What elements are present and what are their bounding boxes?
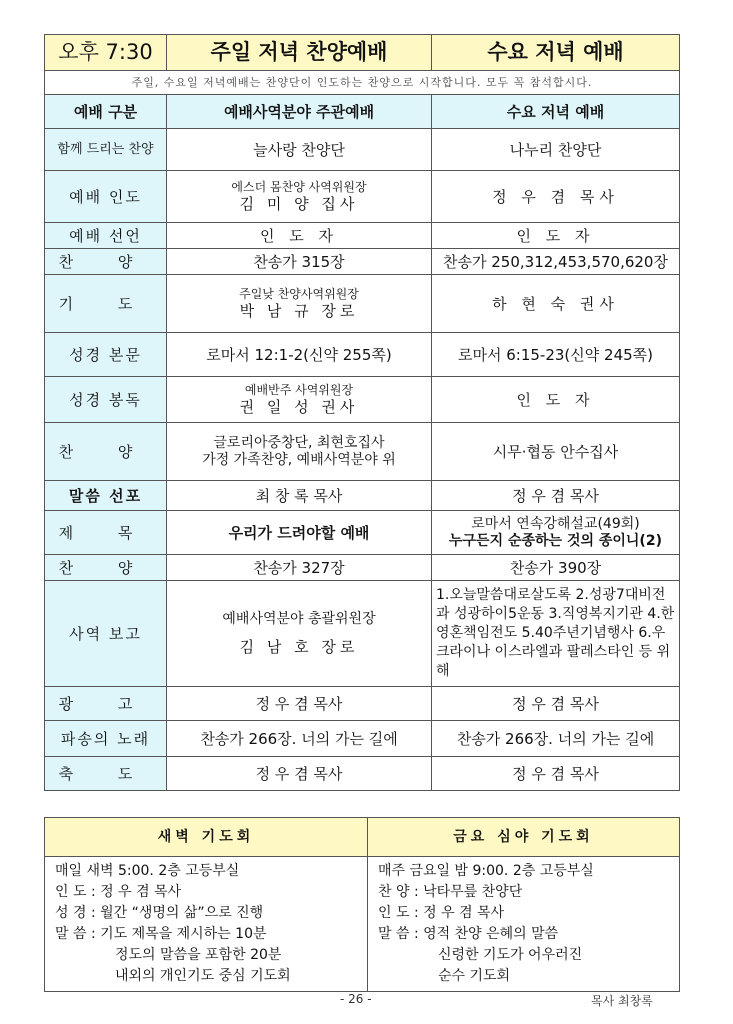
- row-label: 예배 인도: [45, 171, 167, 223]
- table-row: [45, 687, 680, 721]
- wednesday-cell: 인 도 자: [432, 377, 680, 423]
- dawn-prayer-details: [45, 857, 368, 992]
- sunday-evening-title: 주일 저녁 찬양예배: [167, 35, 432, 71]
- column-sunday-header: 예배사역분야 주관예배: [167, 95, 432, 129]
- sunday-cell: 정 우 겸 목사: [167, 687, 432, 721]
- sunday-cell: 정 우 겸 목사: [167, 757, 432, 791]
- sunday-cell: 찬송가 315장: [167, 249, 432, 275]
- worship-schedule-table: [44, 34, 680, 791]
- header-row: [45, 35, 680, 71]
- wednesday-cell: 로마서 6:15-23(신약 245쪽): [432, 333, 680, 377]
- prayer-meeting-table: [44, 817, 680, 992]
- row-label: 성경 본문: [45, 333, 167, 377]
- sunday-cell: 인 도 자: [167, 223, 432, 249]
- dawn-line: 인 도 : 정 우 겸 목사: [55, 884, 182, 900]
- column-label-header: 예배 구분: [45, 95, 167, 129]
- prayer-header-row: [45, 818, 680, 857]
- page-number: - 26 -: [340, 992, 372, 1006]
- sunday-cell: 늘사랑 찬양단: [167, 129, 432, 171]
- row-label: 기 도: [45, 275, 167, 333]
- dawn-line: 말 씀 : 기도 제목을 제시하는 10분: [55, 926, 267, 942]
- notice-row: [45, 71, 680, 95]
- friday-line: 말 씀 : 영적 찬양 은혜의 말씀: [378, 926, 559, 942]
- sunday-person: 박 남 규 장로: [239, 301, 359, 320]
- sunday-role: 예배사역분야 총괄위원장: [222, 611, 376, 628]
- wednesday-cell: 찬송가 390장: [432, 555, 680, 581]
- wednesday-cell: 시무·협동 안수집사: [432, 423, 680, 481]
- footer-author: 목사 최창록: [591, 994, 653, 1008]
- wednesday-cell: 정 우 겸 목사: [432, 757, 680, 791]
- sunday-cell: 찬송가 266장. 너의 가는 길에: [167, 721, 432, 757]
- table-row: [45, 757, 680, 791]
- friday-line: 매주 금요일 밤 9:00. 2층 고등부실: [378, 863, 594, 879]
- table-row: [45, 275, 680, 333]
- dawn-prayer-title: 새벽 기도회: [45, 818, 368, 857]
- ministry-report: 1.오늘말씀대로살도록 2.성광7대비전과 성광하이5운동 3.직영복지기관 4.한영혼책임전도 5.40주년기념행사 6.우크라이나 이스라엘과 팔레스타인 등 위해: [432, 581, 680, 687]
- sunday-cell: [167, 581, 432, 687]
- sunday-role: 에스더 몸찬양 사역위원장: [231, 180, 367, 195]
- row-label: 찬 양: [45, 555, 167, 581]
- friday-line: 신령한 기도가 어우러진: [438, 947, 583, 963]
- table-row: [45, 377, 680, 423]
- sermon-series: 로마서 연속강해설교(49회): [471, 515, 640, 532]
- row-label: 성경 봉독: [45, 377, 167, 423]
- sunday-cell: [167, 171, 432, 223]
- row-label: 광 고: [45, 687, 167, 721]
- sunday-cell: 찬송가 327장: [167, 555, 432, 581]
- table-row: [45, 129, 680, 171]
- wednesday-cell: 나누리 찬양단: [432, 129, 680, 171]
- friday-prayer-title: 금요 심야 기도회: [368, 818, 680, 857]
- dawn-line: 정도의 말씀을 포함한 20분: [115, 947, 282, 963]
- sermon-title: 우리가 드려야할 예배: [167, 511, 432, 555]
- row-label: 축 도: [45, 757, 167, 791]
- sunday-role: 주일낮 찬양사역위원장: [239, 287, 359, 302]
- row-label: 파송의 노래: [45, 721, 167, 757]
- sunday-person: 김 미 양 집사: [239, 194, 359, 213]
- wednesday-cell: 정 우 겸 목사: [432, 687, 680, 721]
- table-row: [45, 721, 680, 757]
- row-label: 예배 선언: [45, 223, 167, 249]
- table-row: [45, 171, 680, 223]
- row-label: 찬 양: [45, 249, 167, 275]
- column-wednesday-header: 수요 저녁 예배: [432, 95, 680, 129]
- row-label: 함께 드리는 찬양: [45, 129, 167, 171]
- row-label: 말씀 선포: [45, 481, 167, 511]
- wednesday-cell: 인 도 자: [432, 223, 680, 249]
- dawn-line: 성 경 : 월간 “생명의 삶”으로 진행: [55, 905, 264, 921]
- friday-line: 인 도 : 정 우 겸 목사: [378, 905, 505, 921]
- prayer-body-row: [45, 857, 680, 992]
- wednesday-cell: 찬송가 266장. 너의 가는 길에: [432, 721, 680, 757]
- table-row: [45, 481, 680, 511]
- table-row: [45, 333, 680, 377]
- notice-text: 주일, 수요일 저녁예배는 찬양단이 인도하는 찬양으로 시작합니다. 모두 꼭 참석합시다.: [45, 71, 680, 95]
- sunday-cell: 최 창 록 목사: [167, 481, 432, 511]
- table-row: [45, 249, 680, 275]
- sunday-role: 예배반주 사역위원장: [244, 383, 354, 398]
- row-label: 찬 양: [45, 423, 167, 481]
- friday-line: 순수 기도회: [438, 968, 511, 984]
- wednesday-cell: 정 우 겸 목사: [432, 481, 680, 511]
- table-row: [45, 423, 680, 481]
- column-header-row: [45, 95, 680, 129]
- table-row: [45, 511, 680, 555]
- sunday-line: 글로리아중창단, 최현호집사: [213, 434, 385, 451]
- sermon-title: 누구든지 순종하는 것의 종이니(2): [449, 532, 662, 549]
- sunday-person: 권 일 성 권사: [239, 397, 359, 416]
- service-time: 오후 7:30: [45, 35, 167, 71]
- table-row: [45, 581, 680, 687]
- sunday-line: 가정 가족찬양, 예배사역분야 위: [202, 451, 396, 468]
- table-row: [45, 555, 680, 581]
- sunday-cell: [167, 275, 432, 333]
- row-label: 사역 보고: [45, 581, 167, 687]
- wednesday-evening-title: 수요 저녁 예배: [432, 35, 680, 71]
- wednesday-cell: [432, 511, 680, 555]
- dawn-line: 매일 새벽 5:00. 2층 고등부실: [55, 863, 240, 879]
- friday-prayer-details: [368, 857, 680, 992]
- table-row: [45, 223, 680, 249]
- sunday-cell: [167, 423, 432, 481]
- sunday-cell: [167, 377, 432, 423]
- row-label: 제 목: [45, 511, 167, 555]
- wednesday-cell: 정 우 겸 목사: [432, 171, 680, 223]
- wednesday-cell: 하 현 숙 권사: [432, 275, 680, 333]
- sunday-person: 김 남 호 장로: [239, 637, 359, 656]
- dawn-line: 내외의 개인기도 중심 기도회: [115, 968, 291, 984]
- friday-line: 찬 양 : 낙타무릎 찬양단: [378, 884, 523, 900]
- sunday-cell: 로마서 12:1-2(신약 255쪽): [167, 333, 432, 377]
- wednesday-cell: 찬송가 250,312,453,570,620장: [432, 249, 680, 275]
